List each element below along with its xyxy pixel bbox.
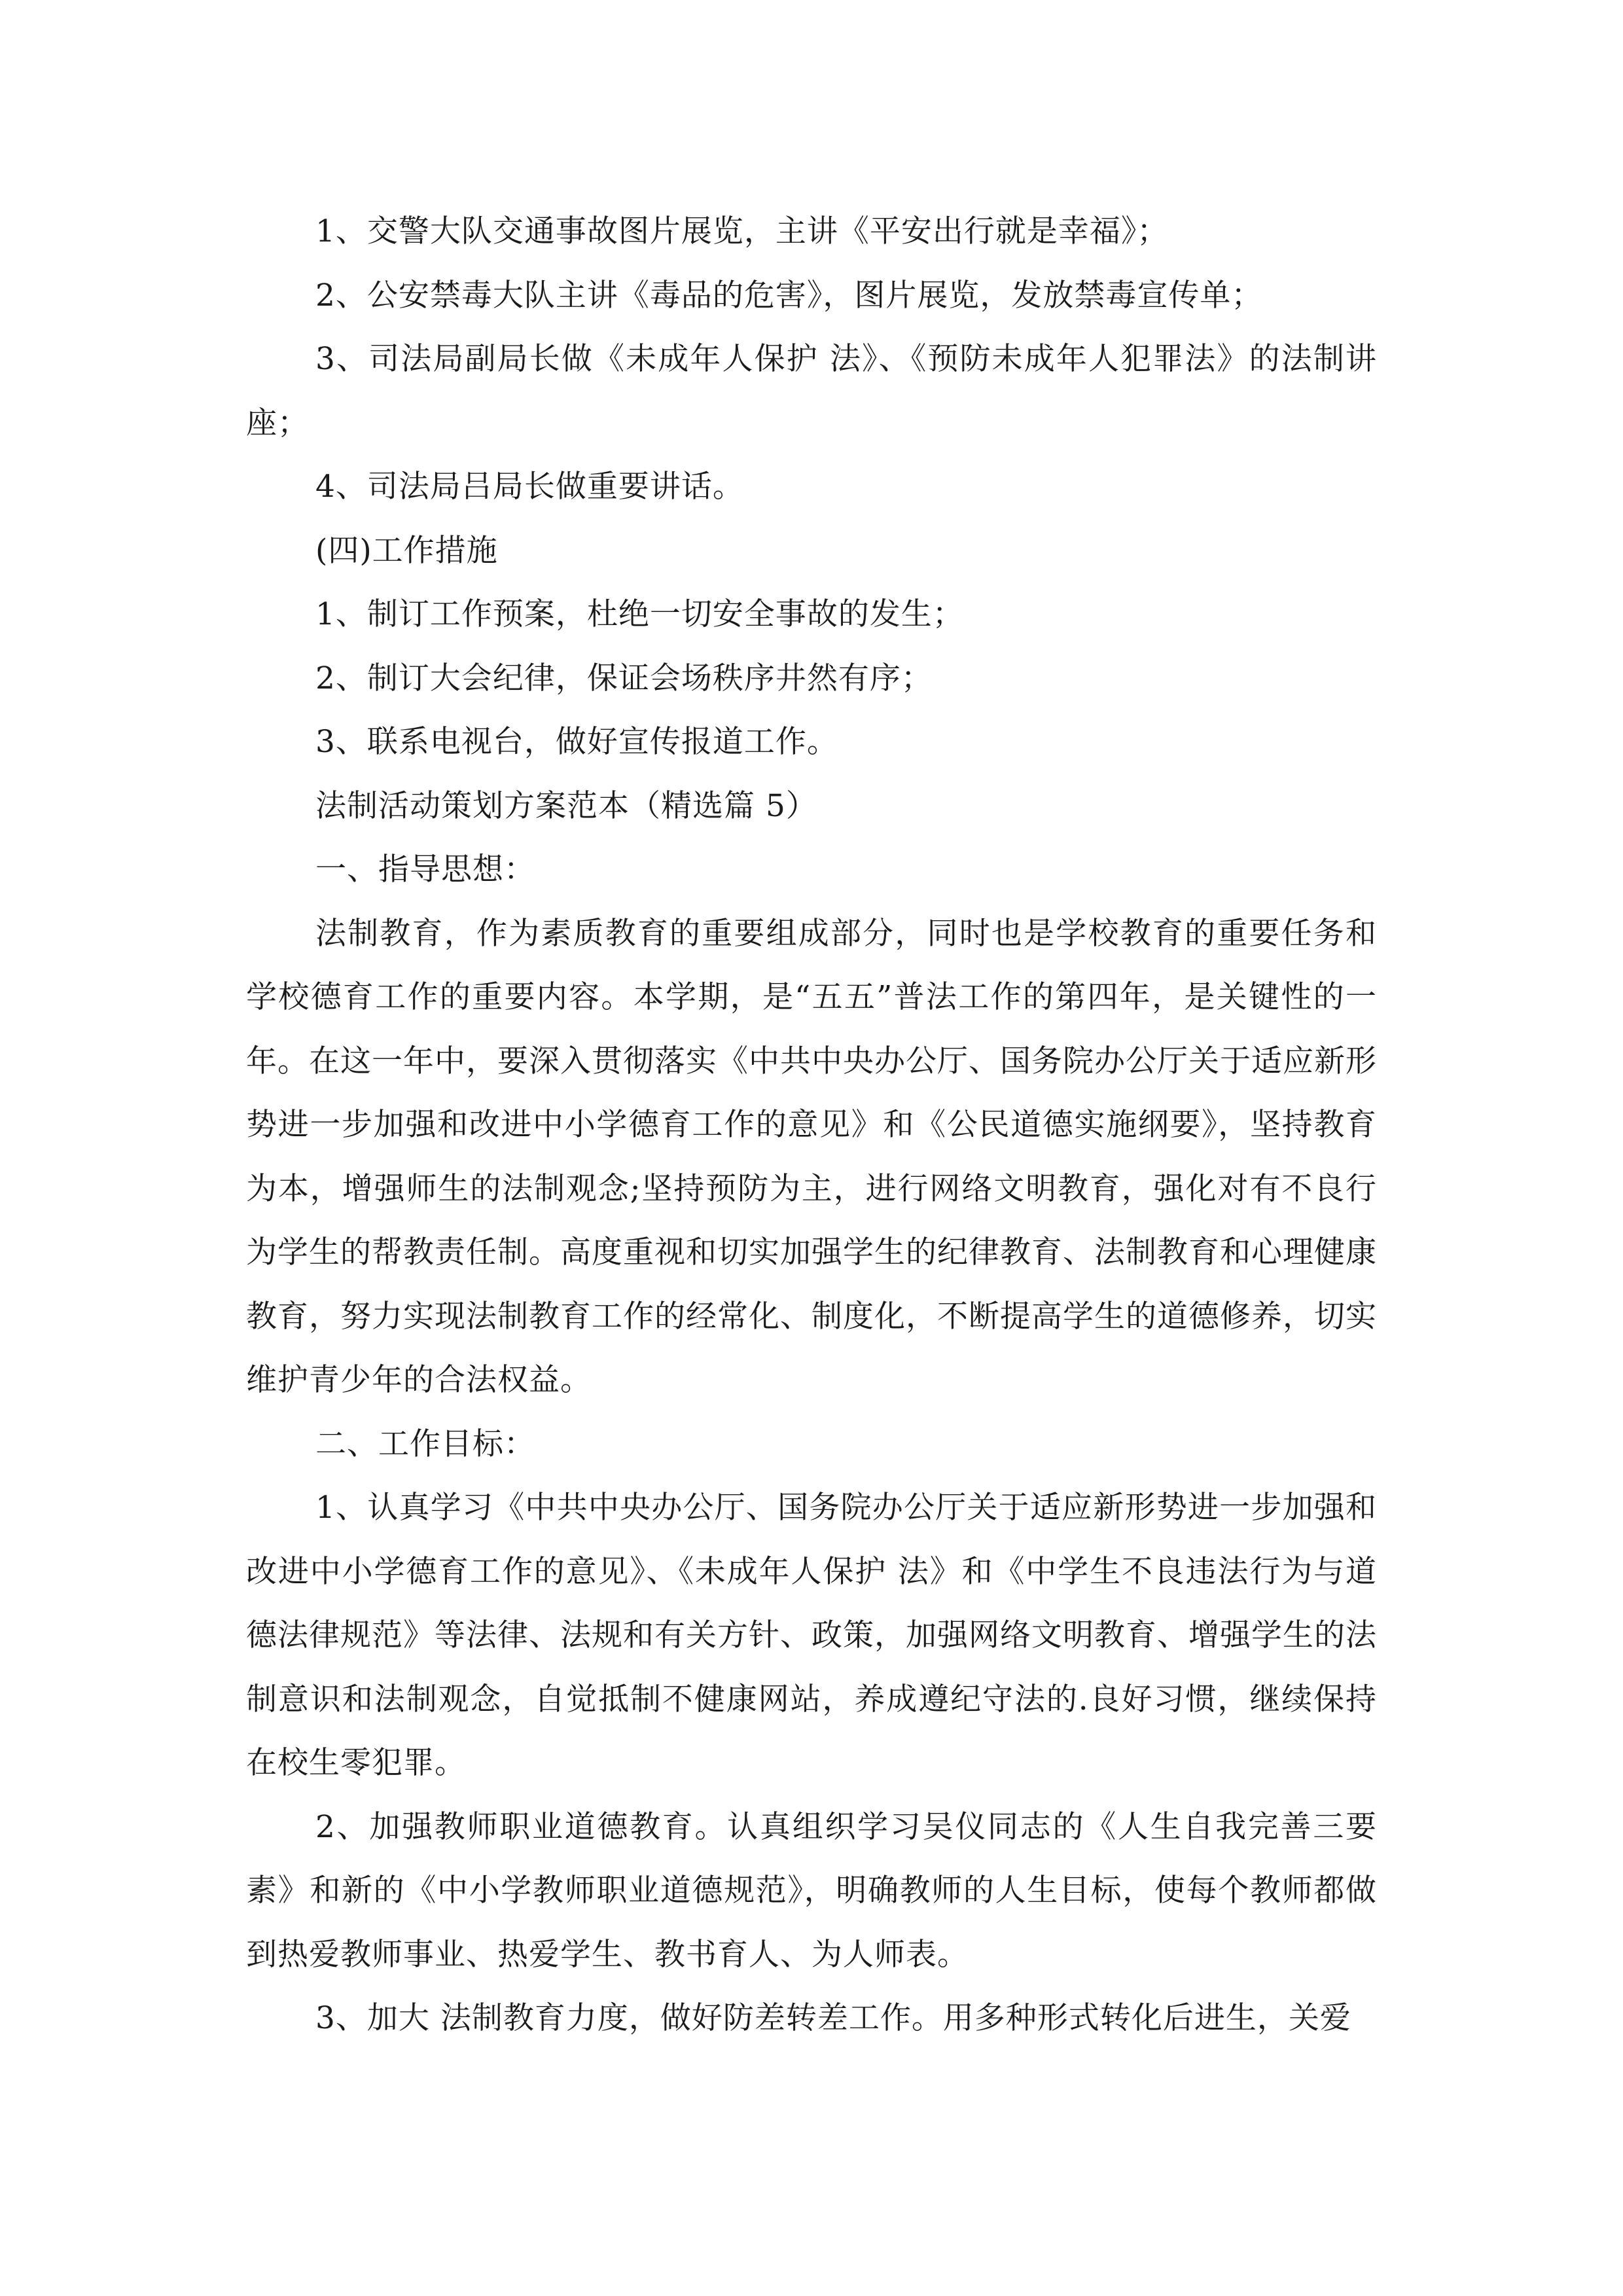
- article-title: 法制活动策划方案范本（精选篇 5）: [315, 787, 817, 824]
- document-body: [246, 200, 1377, 2051]
- paragraph-goal-3: 3、加大 法制教育力度，做好防差转差工作。用多种形式转化后进生，关爱: [315, 2000, 1351, 2036]
- paragraph-guiding-thought: 法制教育，作为素质教育的重要组成部分，同时也是学校教育的重要任务和学校德育工作的重要内容。本学期，是“五五”普法工作的第四年，是关键性的一年。在这一年中，要深入贯彻落实《中共中央办公厅、国务院办公厅关于适应新形势进一步加强和改进中小学德育工作的意见》和《公民道德实施纲要》，坚持教育为本，增强师生的法制观念;坚持预防为主，进行网络文明教育，强化对有不良行为学生的帮教责任制。高度重视和切实加强学生的纪律教育、法制教育和心理健康教育，努力实现法制教育工作的经常化、制度化，不断提高学生的道德修养，切实维护青少年的合法权益。: [246, 915, 1377, 1398]
- paragraph-director-speech: 4、司法局吕局长做重要讲话。: [315, 469, 744, 505]
- section-heading-work-measures: (四)工作措施: [315, 532, 498, 569]
- section-heading-work-goals: 二、工作目标：: [315, 1426, 535, 1462]
- section-heading-guiding-thought: 一、指导思想：: [315, 852, 535, 888]
- paragraph-tv-contact: 3、联系电视台，做好宣传报道工作。: [315, 724, 838, 760]
- paragraph-meeting-discipline: 2、制订大会纪律，保证会场秩序井然有序；: [315, 660, 933, 696]
- paragraph-traffic-exhibition: 1、交警大队交通事故图片展览，主讲《平安出行就是幸福》；: [315, 213, 1169, 249]
- paragraph-goal-2: 2、加强教师职业道德教育。认真组织学习吴仪同志的《人生自我完善三要素》和新的《中小学教师职业道德规范》，明确教师的人生目标，使每个教师都做到热爱教师事业、热爱学生、教书育人、为人师表。: [246, 1808, 1377, 1973]
- paragraph-work-plan: 1、制订工作预案，杜绝一切安全事故的发生；: [315, 596, 964, 632]
- paragraph-legal-lecture: 3、司法局副局长做《未成年人保护 法》、《预防未成年人犯罪法》的法制讲座；: [246, 341, 1377, 441]
- paragraph-drug-lecture: 2、公安禁毒大队主讲《毒品的危害》，图片展览，发放禁毒宣传单；: [315, 277, 1263, 314]
- paragraph-goal-1: 1、认真学习《中共中央办公厅、国务院办公厅关于适应新形势进一步加强和改进中小学德育工作的意见》、《未成年人保护 法》和《中学生不良违法行为与道德法律规范》等法律、法规和有关方针、政策，加强网络文明教育、增强学生的法制意识和法制观念，自觉抵制不健康网站，养成遵纪守法的.良好习惯，继续保持在校生零犯罪。: [246, 1490, 1377, 1781]
